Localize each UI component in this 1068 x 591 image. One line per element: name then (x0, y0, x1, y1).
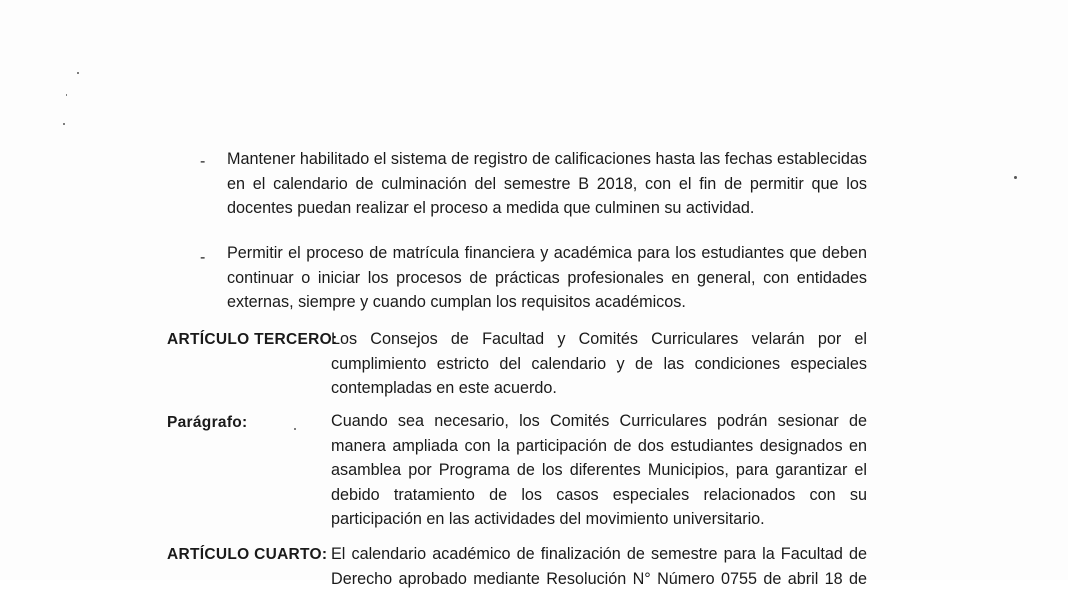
article-third-label: ARTÍCULO TERCERO: (167, 331, 338, 348)
text-line: Derecho aprobado mediante Resolución N° Número 0755 de abril 18 de (331, 570, 867, 588)
article-fourth-text (331, 542, 867, 567)
article-fourth-text-cutoff (331, 567, 867, 591)
text-line: docentes puedan realizar el proceso a medida que culminen su actividad. (227, 199, 755, 217)
article-third-text (331, 327, 867, 401)
scan-speck (294, 428, 296, 430)
text-line: Permitir el proceso de matrícula financiera y académica para los estudiantes que deben (227, 244, 867, 262)
text-line: en el calendario de culminación del semestre B 2018, con el fin de permitir que los (227, 174, 867, 193)
scan-speck (77, 72, 79, 74)
text-line: contempladas en este acuerdo. (331, 379, 557, 397)
scan-speck (1014, 176, 1017, 179)
text-line: externas, siempre y cuando cumplan los requisitos académicos. (227, 293, 686, 311)
text-line: asamblea por Programa de los diferentes Municipios, para garantizar el (331, 461, 867, 479)
text-line: manera ampliada con la participación de dos estudiantes designados en (331, 436, 867, 455)
scan-speck (63, 123, 65, 125)
text-line: Mantener habilitado el sistema de registro de calificaciones hasta las fechas establecidas (227, 150, 867, 168)
bullet-item-grades-system (227, 147, 867, 221)
text-line: debido tratamiento de los casos especiales relacionados con su (331, 485, 867, 504)
text-line: participación en las actividades del movimiento universitario. (331, 510, 765, 528)
scan-speck (66, 94, 67, 96)
bullet-dash: - (200, 249, 206, 266)
bullet-dash: - (200, 153, 206, 170)
text-line: continuar o iniciar los procesos de prácticas profesionales en general, con entidades (227, 268, 867, 287)
paragraph-text (331, 409, 867, 532)
text-line: cumplimiento estricto del calendario y de las condiciones especiales (331, 354, 867, 373)
bullet-item-enrollment (227, 241, 867, 315)
article-fourth-label: ARTÍCULO CUARTO: (167, 546, 328, 563)
text-line: Los Consejos de Facultad y Comités Curriculares velarán por el (331, 330, 867, 348)
text-line: El calendario académico de finalización de semestre para la Facultad de (331, 545, 867, 563)
text-line: Cuando sea necesario, los Comités Curriculares podrán sesionar de (331, 412, 867, 430)
paragraph-label: Parágrafo: (167, 414, 248, 431)
